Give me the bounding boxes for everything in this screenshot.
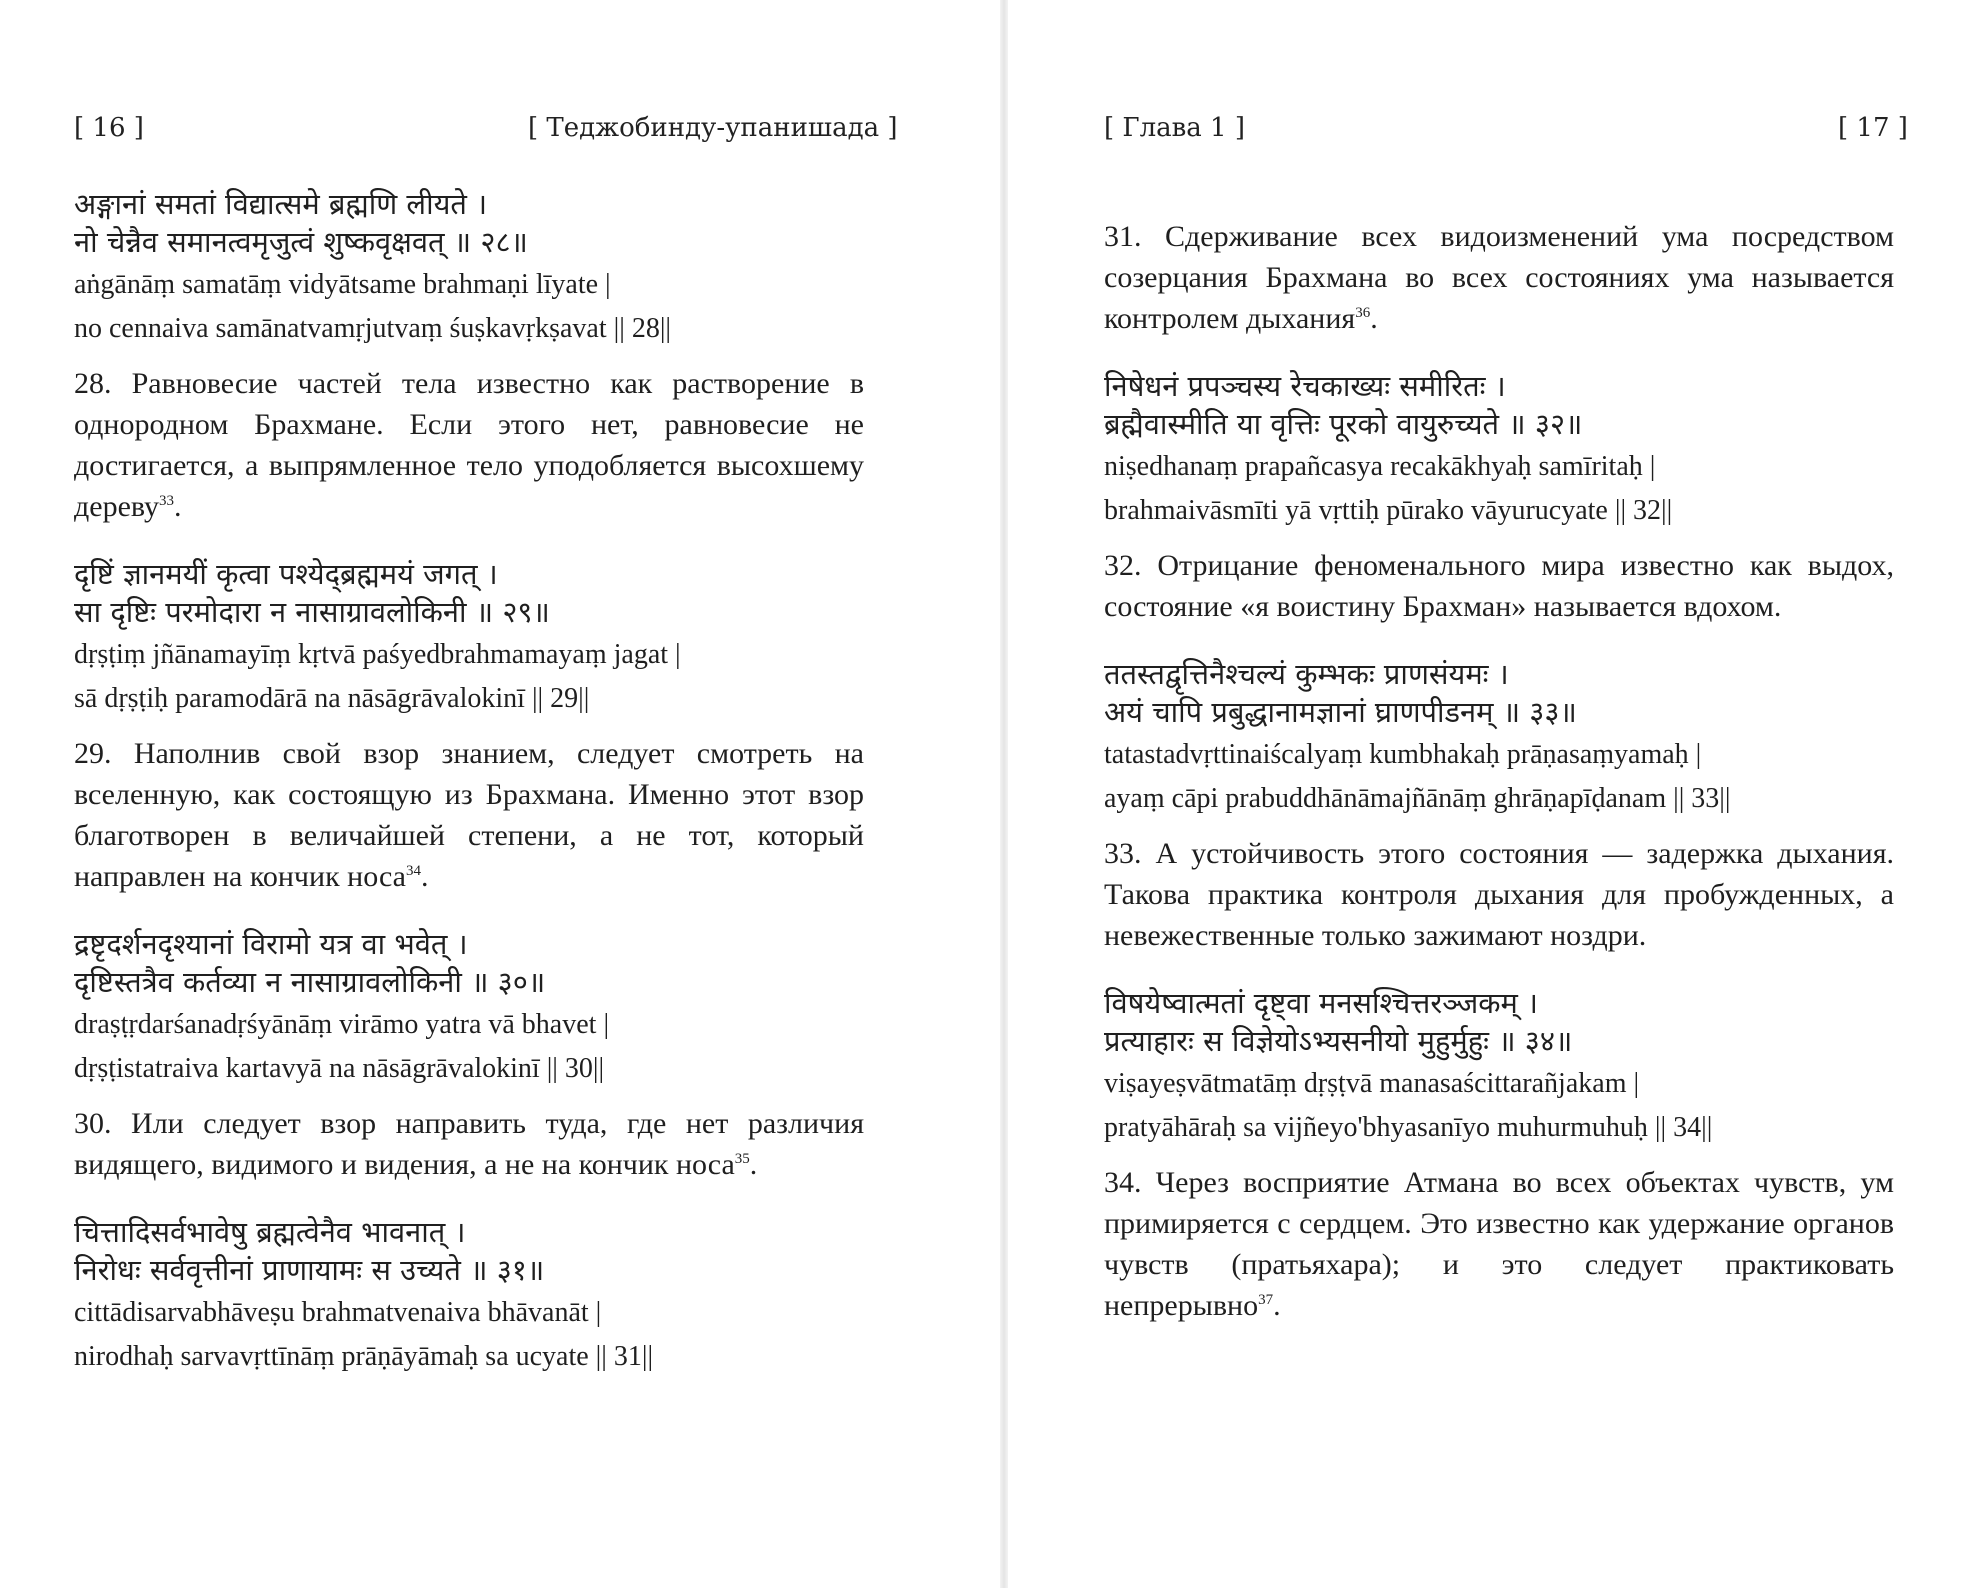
transliteration-line: draṣṭṛdarśanadṛśyānāṃ virāmo yatra vā bhavet | xyxy=(74,1009,610,1040)
right-column xyxy=(1104,202,1894,1354)
sanskrit-line: ब्रह्मैवास्मीति या वृत्तिः पूरको वायुरुच्यते ॥ ३२॥ xyxy=(1104,407,1583,441)
transliteration-line: dṛṣṭistatraiva kartavyā na nāsāgrāvalokinī || 30|| xyxy=(74,1053,605,1084)
verse-block-33 xyxy=(1104,655,1894,956)
sanskrit-line: दृष्टिं ज्ञानमयीं कृत्वा पश्येद्ब्रह्ममयं जगत् । xyxy=(74,557,498,591)
sanskrit-line: द्रष्टृदर्शनदृश्यानां विरामो यत्र वा भवेत् । xyxy=(74,927,468,961)
transliteration-line: brahmaivāsmīti yā vṛttiḥ pūrako vāyurucyate || 32|| xyxy=(1104,495,1673,526)
sanskrit-line: निरोधः सर्ववृत्तीनां प्राणायामः स उच्यते ॥ ३१॥ xyxy=(74,1253,545,1287)
transliteration-line: pratyāhāraḥ sa vijñeyo'bhyasanīyo muhurmuhuḥ || 34|| xyxy=(1104,1112,1713,1143)
sanskrit-line: ततस्तद्वृत्तिनैश्चल्यं कुम्भकः प्राणसंयमः । xyxy=(1104,657,1509,691)
translation-tail: . xyxy=(1273,1289,1281,1322)
verse-block-28 xyxy=(74,185,864,527)
transliteration-line: viṣayeṣvātmatāṃ dṛṣṭvā manasaścittarañjakam | xyxy=(1104,1068,1640,1099)
running-title: [ Глава 1 ] xyxy=(1104,113,1245,143)
translation-text: 30. Или следует взор направить туда, где нет различия видящего, видимого и видения, а не на кончик носа xyxy=(74,1107,864,1181)
verse-block-29 xyxy=(74,555,864,897)
book-gutter xyxy=(1000,0,1008,1588)
translation-paragraph: 28. Равновесие частей тела известно как растворение в однородном Брахмане. Если этого нет, равновесие не достигается, а выпрямленное тело уподобляется высохшему дереву$^{33}$. xyxy=(74,367,864,523)
running-title: [ Теджобинду-упанишада ] xyxy=(528,113,898,143)
footnote-ref: 36 xyxy=(1355,305,1371,321)
sanskrit-line: अङ्गानां समतां विद्यात्समे ब्रह्मणि लीयते । xyxy=(74,187,488,221)
transliteration-line: no cennaiva samānatvamṛjutvaṃ śuṣkavṛkṣavat || 28|| xyxy=(74,313,672,344)
sanskrit-line: चित्तादिसर्वभावेषु ब्रह्मत्वेनैव भावनात् । xyxy=(74,1215,466,1249)
translation-paragraph xyxy=(1104,833,1894,956)
footnote-ref: 33 xyxy=(159,493,175,509)
sanskrit-line: प्रत्याहारः स विज्ञेयोऽभ्यसनीयो मुहुर्मुहुः ॥ ३४॥ xyxy=(1104,1024,1573,1058)
transliteration-line: cittādisarvabhāveṣu brahmatvenaiva bhāvanāt | xyxy=(74,1297,602,1328)
footnote-ref: 35 xyxy=(734,1151,750,1167)
transliteration-line: sā dṛṣṭiḥ paramodārā na nāsāgrāvalokinī || 29|| xyxy=(74,683,590,714)
translation-paragraph xyxy=(1104,1162,1894,1326)
sanskrit-line: निषेधनं प्रपञ्चस्य रेचकाख्यः समीरितः । xyxy=(1104,369,1506,403)
translation-paragraph: 30. Или следует взор направить туда, где нет различия видящего, видимого и видения, а не на кончик носа$^{35}$. xyxy=(74,1107,864,1181)
sanskrit-line: सा दृष्टिः परमोदारा न नासाग्रावलोकिनी ॥ २९॥ xyxy=(74,595,550,629)
transliteration-line: aṅgānāṃ samatāṃ vidyātsame brahmaṇi līyate | xyxy=(74,269,611,300)
translation-text: 31. Сдерживание всех видоизменений ума посредством созерцания Брахмана во всех состояниях ума называется контролем дыхания xyxy=(1104,220,1894,335)
footnote-ref: 34 xyxy=(405,863,421,879)
transliteration-line: ayaṃ cāpi prabuddhānāmajñānāṃ ghrāṇapīḍanam || 33|| xyxy=(1104,783,1731,814)
page-number: [ 17 ] xyxy=(1838,113,1908,143)
verse-block-30 xyxy=(74,925,864,1185)
translation-paragraph: 31. Сдерживание всех видоизменений ума посредством созерцания Брахмана во всех состояниях ума называется контролем дыхания$^{36}$. xyxy=(1104,220,1894,335)
transliteration-line: nirodhaḥ sarvavṛttīnāṃ prāṇāyāmaḥ sa ucyate || 31|| xyxy=(74,1341,654,1372)
sanskrit-line: विषयेष्वात्मतां दृष्ट्वा मनसश्चित्तरञ्जकम् । xyxy=(1104,986,1539,1020)
sanskrit-line: अयं चापि प्रबुद्धानामज्ञानां घ्राणपीडनम् ॥ ३३॥ xyxy=(1104,695,1577,729)
right-page xyxy=(1008,0,1964,1588)
translation-text: 28. Равновесие частей тела известно как растворение в однородном Брахмане. Если этого нет, равновесие не достигается, а выпрямленное тело уподобляется высохшему дереву xyxy=(74,367,864,523)
translation-text: 32. Отрицание феноменального мира известно как выдох, состояние «я воистину Брахман» называется вдохом. xyxy=(1104,549,1894,623)
transliteration-line: niṣedhanaṃ prapañcasya recakākhyaḥ samīritaḥ | xyxy=(1104,451,1656,482)
translation-text: 34. Через восприятие Атмана во всех объектах чувств, ум примиряется с сердцем. Это известно как удержание органов чувств (пратьяхара); и это следует практиковать непрерывно xyxy=(1104,1166,1894,1322)
verse-block-31 xyxy=(74,1213,864,1377)
sanskrit-line: दृष्टिस्तत्रैव कर्तव्या न नासाग्रावलोकिनी ॥ ३०॥ xyxy=(74,965,546,999)
transliteration-line: tatastadvṛttinaiścalyaṃ kumbhakaḥ prāṇasaṃyamaḥ | xyxy=(1104,739,1702,770)
page-number: [ 16 ] xyxy=(74,113,144,143)
translation-text: 33. А устойчивость этого состояния — задержка дыхания. Такова практика контроля дыхания для пробужденных, а невежественные только зажимают ноздри. xyxy=(1104,837,1894,952)
transliteration-line: dṛṣṭiṃ jñānamayīṃ kṛtvā paśyedbrahmamayaṃ jagat | xyxy=(74,639,681,670)
translation-paragraph: 29. Наполнив свой взор знанием, следует смотреть на вселенную, как состоящую из Брахмана. Именно этот взор благотворен в величайшей степени, а не тот, который направлен на кончик носа$^{34}$. xyxy=(74,737,864,893)
translation-paragraph xyxy=(1104,545,1894,627)
verse-block-34 xyxy=(1104,984,1894,1326)
sanskrit-line: नो चेन्नैव समानत्वमृजुत्वं शुष्कवृक्षवत् ॥ २८॥ xyxy=(74,225,528,259)
footnote-ref: 37 xyxy=(1258,1292,1274,1308)
translation-text: 29. Наполнив свой взор знанием, следует смотреть на вселенную, как состоящую из Брахмана. Именно этот взор благотворен в величайшей степени, а не тот, который направлен на кончик носа xyxy=(74,737,864,893)
left-column xyxy=(74,185,864,1377)
verse-block-32 xyxy=(1104,367,1894,627)
